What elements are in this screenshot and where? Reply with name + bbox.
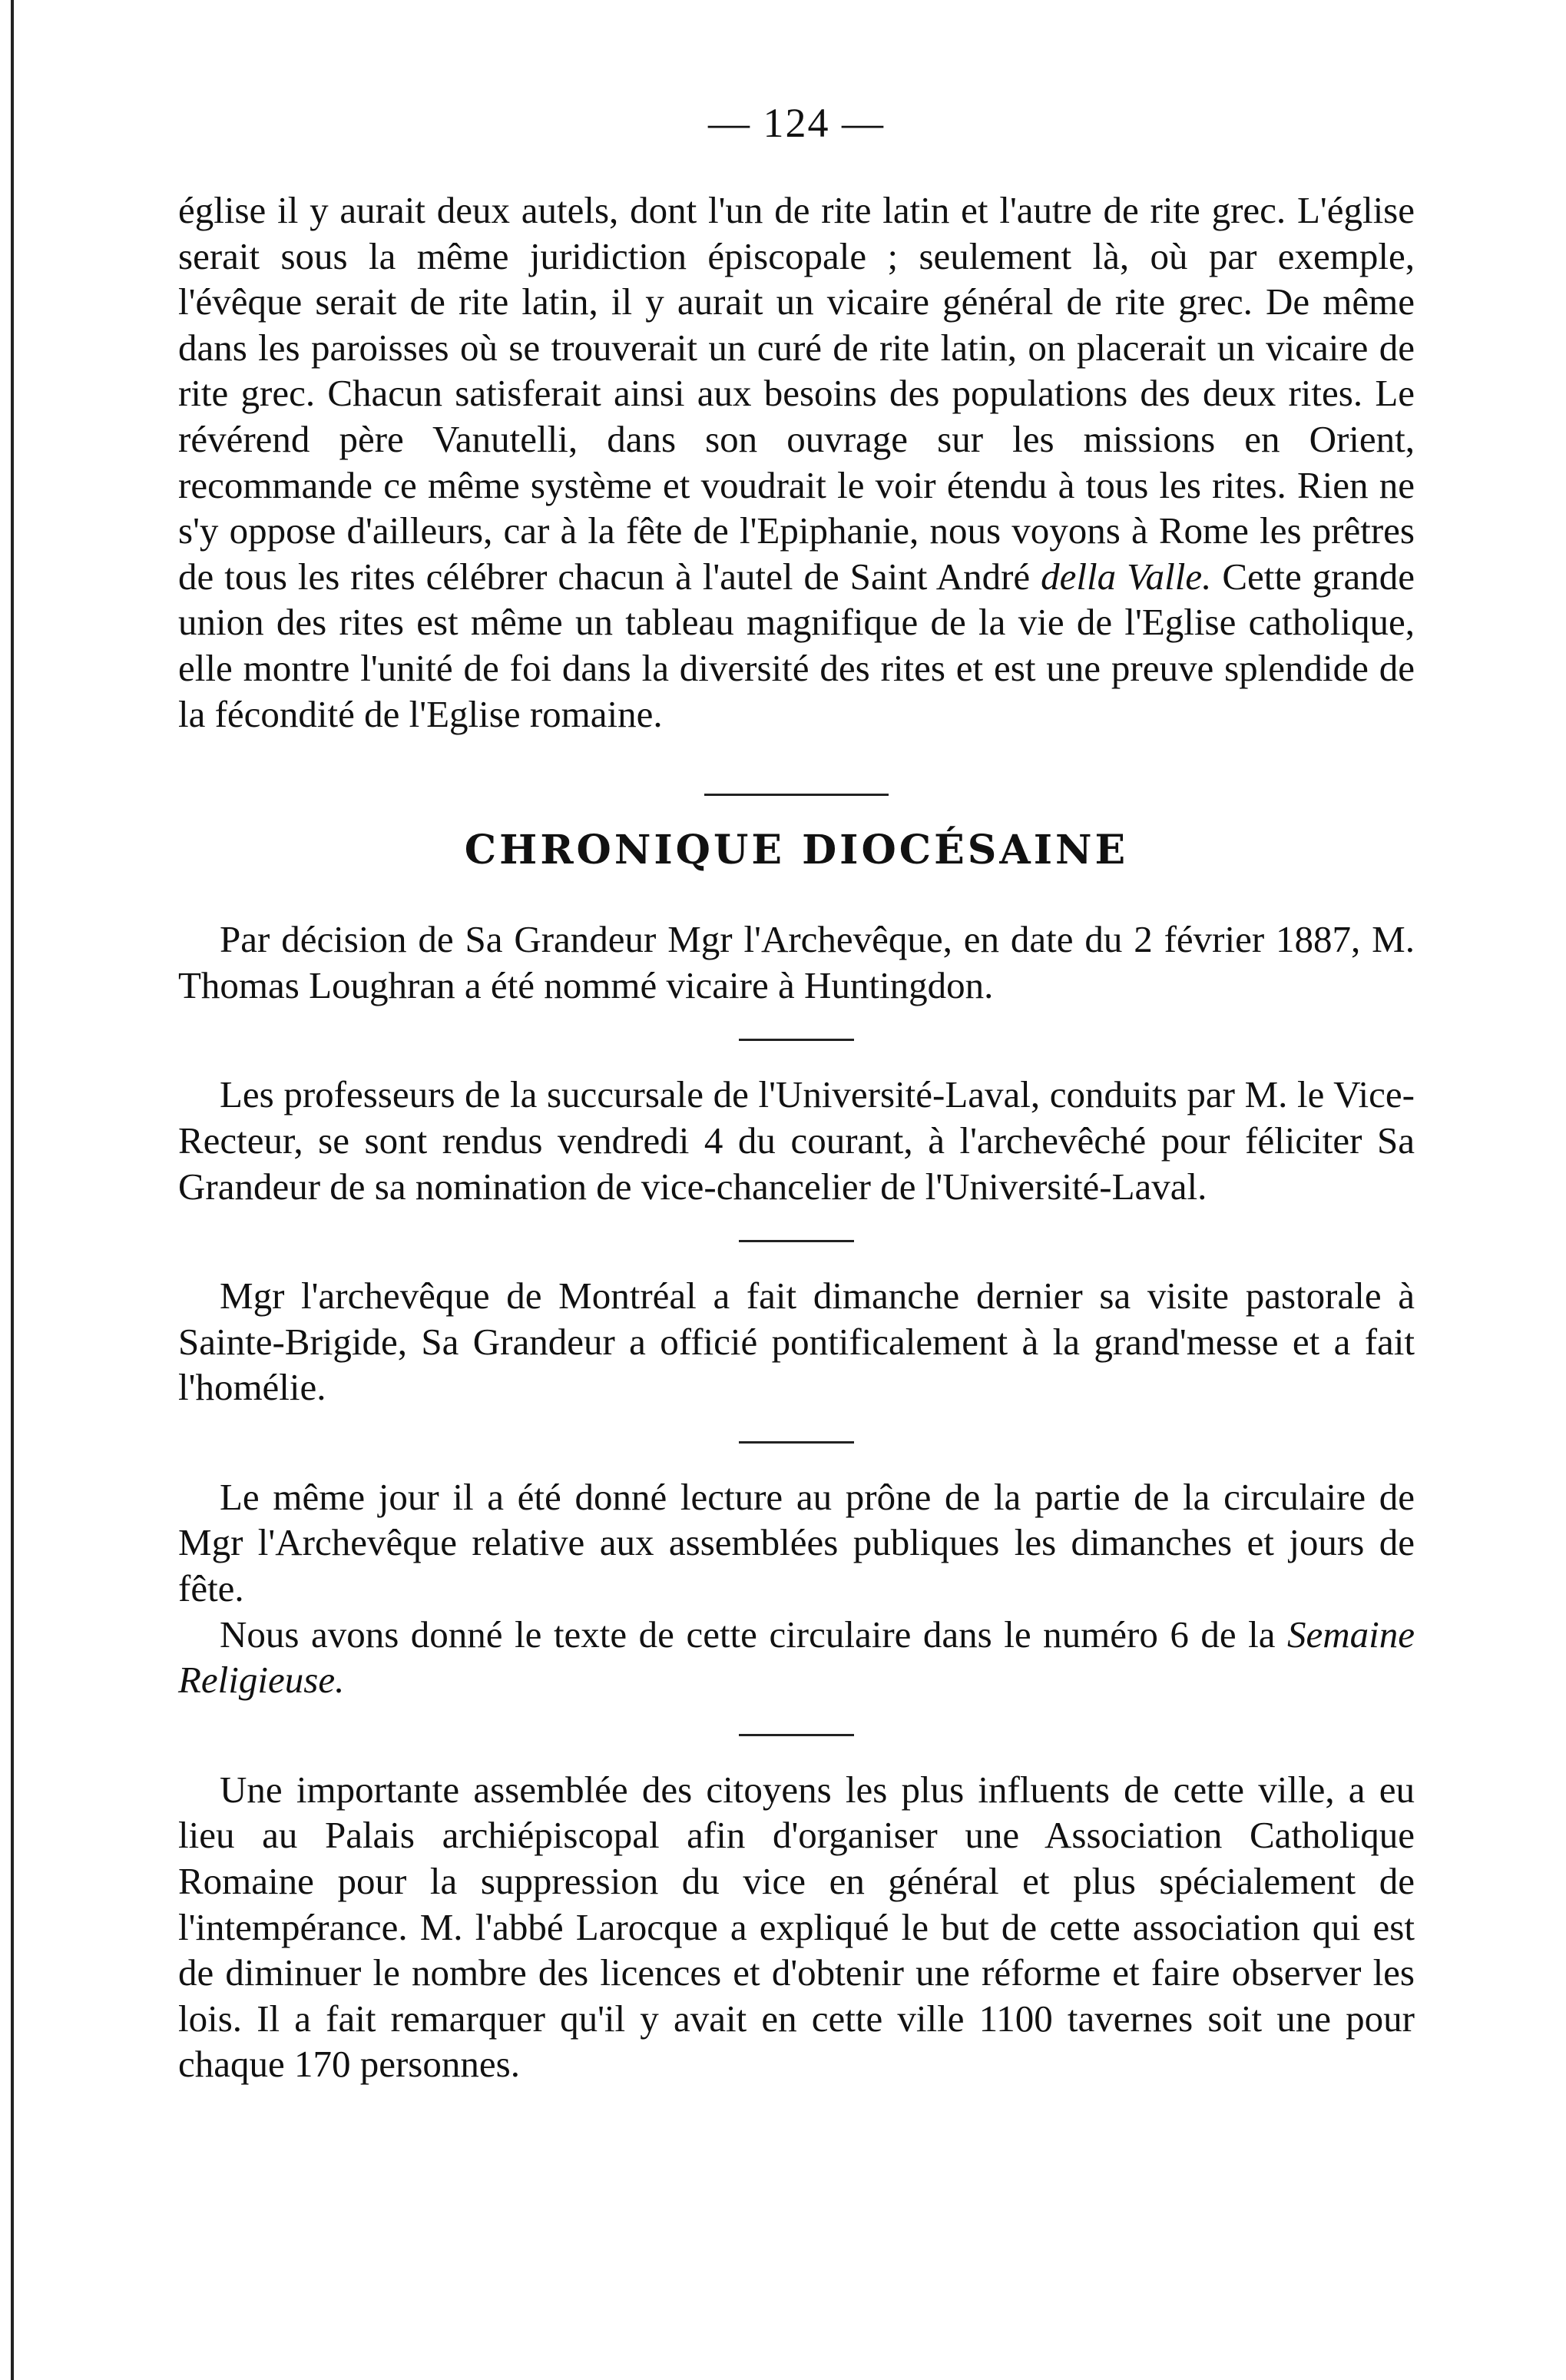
page-edge-line	[11, 0, 14, 2380]
news-item-circular-note	[178, 1612, 1415, 1703]
circular-note-text: Nous avons donné le texte de cette circulaire dans le numéro 6 de la	[220, 1613, 1276, 1656]
item-divider	[739, 1734, 854, 1736]
news-item-circular: Le même jour il a été donné lecture au prône de la partie de la circulaire de Mgr l'Archevêque relative aux assemblées publiques les dimanches et jours de fête.	[178, 1475, 1415, 1610]
intro-tail-text: Cette grande union des rites est même un tableau magnifique de la vie de l'Eglise catholique, elle montre l'unité de foi dans la diversité des rites et est une preuve splendide de la fécondité de l'Eglise romaine.	[178, 555, 1415, 735]
item-divider	[739, 1441, 854, 1444]
news-item-pastoral-visit: Mgr l'archevêque de Montréal a fait dimanche dernier sa visite pastorale à Sainte-Brigide, Sa Grandeur a officié pontificalement à la grand'messe et a fait l'homélie.	[178, 1275, 1415, 1409]
intro-paragraph	[178, 187, 1415, 737]
circular-note-italic: Semaine Religieuse.	[178, 1613, 1415, 1702]
page-number: — 124 —	[708, 100, 885, 146]
intro-text: église il y aurait deux autels, dont l'un de rite latin et l'autre de rite grec. L'église serait sous la même juridiction épiscopale ; seulement là, où par exemple, l'évêque serait de rite latin, il y aurait un vicaire général de rite grec. De même dans les paroisses où se trouverait un curé de rite latin, on placerait un vicaire de rite grec. Chacun satisferait ainsi aux besoins des populations des deux rites. Le révérend père Vanutelli, dans son ouvrage sur les missions en Orient, recommande ce même système et voudrait le voir étendu à tous les rites. Rien ne s'y oppose d'ailleurs, car à la fête de l'Epiphanie, nous voyons à Rome les prêtres de tous les rites célébrer chacun à l'autel de Saint André	[178, 189, 1415, 598]
news-item-university: Les professeurs de la succursale de l'Université-Laval, conduits par M. le Vice-Recteur, se sont rendus vendredi 4 du courant, à l'archevêché pour féliciter Sa Grandeur de sa nomination de vice-chancelier de l'Université-Laval.	[178, 1073, 1415, 1208]
document-page	[178, 92, 1415, 2087]
news-item-temperance: Une importante assemblée des citoyens les plus influents de cette ville, a eu lieu au Palais archiépiscopal afin d'organiser une Association Catholique Romaine pour la suppression du vice en général et plus spécialement de l'intempérance. M. l'abbé Larocque a expliqué le but de cette association qui est de diminuer le nombre des licences et d'obtenir une réforme et faire observer les lois. Il a fait remarquer qu'il y avait en cette ville 1100 tavernes soit une pour chaque 170 personnes.	[178, 1768, 1415, 2086]
section-title: CHRONIQUE DIOCÉSAINE	[464, 827, 1129, 874]
news-item-appointment: Par décision de Sa Grandeur Mgr l'Archevêque, en date du 2 février 1887, M. Thomas Loughran a été nommé vicaire à Huntingdon.	[178, 918, 1415, 1006]
item-divider	[739, 1039, 854, 1041]
item-divider	[739, 1240, 854, 1242]
intro-italic-text: della Valle.	[1041, 555, 1212, 598]
section-divider	[704, 794, 889, 796]
